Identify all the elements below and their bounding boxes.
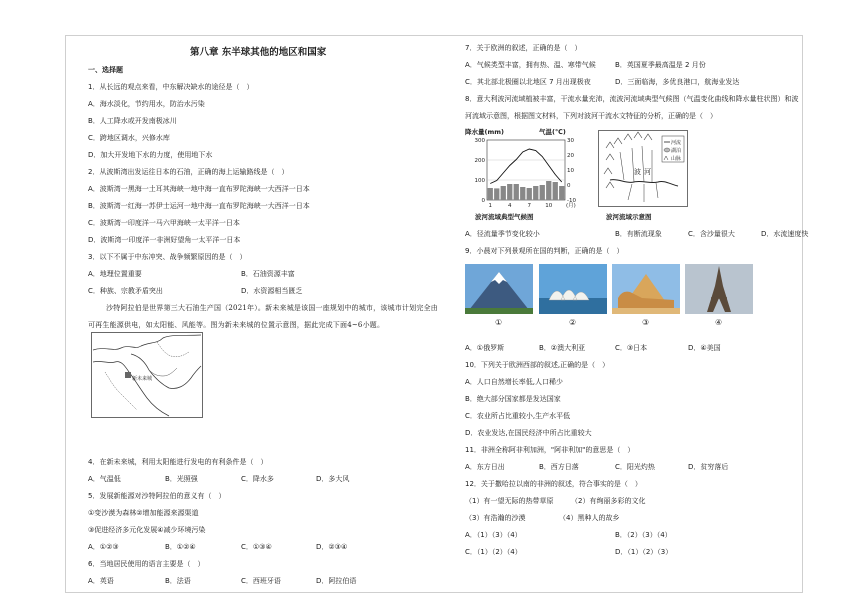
river-map-caption: 波河流域示意图 [606, 213, 652, 221]
q5-statement-2: ③促进经济多元化发展④减少环境污染 [88, 526, 206, 534]
q9-option-b[interactable]: B．②澳大利亚 [539, 344, 586, 352]
q12-option-d[interactable]: D．（1）（2）（3） [615, 548, 673, 556]
river-basin-map [598, 130, 688, 222]
q12-option-b[interactable]: B．（2）（3）（4） [615, 531, 672, 539]
photo-4-eiffel-tower [685, 264, 753, 328]
precip-bar [494, 188, 499, 200]
q12-statement-3: （3）有浩瀚的沙漠 [465, 514, 526, 522]
q4-option-b[interactable]: B．光照强 [165, 475, 198, 483]
right-tick-label: -10 [567, 198, 576, 204]
precip-bar [501, 186, 506, 200]
precip-bar [540, 185, 545, 200]
q1-option-c[interactable]: C．跨地区调水，兴修水库 [88, 134, 170, 142]
q4-stem: 4．在新未来城，利用太阳能进行发电的有利条件是（ ） [88, 458, 268, 466]
q9-option-d[interactable]: D．④美国 [688, 344, 721, 352]
q8-option-a[interactable]: A．径流量季节变化较小 [465, 230, 540, 238]
q7-option-b[interactable]: B．英国夏季最高温是 2 月份 [615, 61, 706, 69]
section-heading: 一、选择题 [88, 66, 123, 74]
left-tick-label: 100 [474, 178, 485, 184]
river-label-1: 波 [634, 168, 641, 176]
q2-option-a[interactable]: A．波斯湾一黑海一土耳其海峡一地中海一直布罗陀海峡一大西洋一日本 [88, 185, 310, 193]
chart-ylabel-right: 气温(℃) [539, 128, 566, 136]
x-tick-label: (月) [566, 203, 576, 209]
q6-option-d[interactable]: D．阿拉伯语 [316, 577, 357, 585]
q8-option-b[interactable]: B．有断流现象 [615, 230, 662, 238]
q11-option-c[interactable]: C．阳光灼热 [615, 463, 655, 471]
q11-option-a[interactable]: A．东方日出 [465, 463, 505, 471]
q1-option-d[interactable]: D．加大开发地下水的力度，使用地下水 [88, 151, 213, 159]
q12-statement-2: （2）有绚丽多彩的文化 [571, 497, 646, 505]
q9-option-a[interactable]: A．①俄罗斯 [465, 344, 505, 352]
q9-option-c[interactable]: C．③日本 [615, 344, 648, 352]
left-tick-label: 200 [474, 158, 485, 164]
precip-bar [520, 187, 525, 200]
q3-option-a[interactable]: A．地理位置重要 [88, 270, 142, 278]
chart-ylabel-left: 降水量(mm) [465, 128, 504, 136]
q11-option-d[interactable]: D．贫穷落后 [688, 463, 729, 471]
photo-1-label: ① [495, 318, 503, 327]
q3-stem: 3．以下不属于中东冲突、战争频繁原因的是（ ） [88, 253, 247, 261]
q4-option-a[interactable]: A．气温低 [88, 475, 121, 483]
q11-stem: 11．非洲全称阿非利加洲，"阿非利加"的意思是（ ） [465, 446, 635, 454]
q8-stem-line-2: 河流域示意图，根据图文材料，下列对波河干流水文特征的分析，正确的是（ ） [465, 112, 717, 120]
q6-option-a[interactable]: A．英语 [88, 577, 114, 585]
page-title: 第八章 东半球其他的地区和国家 [190, 47, 327, 58]
chart-caption: 波河流域典型气候图 [475, 213, 534, 221]
q2-option-b[interactable]: B．波斯湾一红海一苏伊士运河一地中海一直布罗陀海峡一大西洋一日本 [88, 202, 310, 210]
left-tick-label: 300 [474, 138, 485, 144]
q3-option-c[interactable]: C．种族、宗教矛盾突出 [88, 287, 163, 295]
precip-bar [507, 184, 512, 200]
climate-chart [463, 126, 591, 222]
x-tick-label: 10 [545, 203, 553, 209]
q8-option-d[interactable]: D．水流速度快 [761, 230, 809, 238]
q4-option-d[interactable]: D．多大风 [316, 475, 350, 483]
q1-option-b[interactable]: B．人工降水或开发南极冰川 [88, 117, 177, 125]
q6-option-c[interactable]: C．西班牙语 [241, 577, 281, 585]
q11-option-b[interactable]: B．西方日落 [539, 463, 579, 471]
river-label-2: 河 [644, 168, 651, 176]
precip-bar [514, 184, 519, 200]
map-city-label: 新未来城 [132, 376, 153, 382]
precip-bar [559, 186, 564, 200]
q12-statement-4: （4）黑种人的故乡 [559, 514, 620, 522]
photo-1-mount-fuji [465, 264, 533, 328]
q10-stem: 10．下列关于欧洲西部的叙述,正确的是（ ） [465, 361, 610, 369]
q2-stem: 2．从波斯湾出发运往日本的石油，正确的海上运输路线是（ ） [88, 168, 289, 176]
legend-mountain-label: 山脉 [671, 156, 682, 162]
legend-lake-label: 湖泊 [671, 148, 682, 154]
q6-stem: 6．当地居民使用的语言主要是（ ） [88, 560, 205, 568]
x-tick-label: 1 [488, 203, 492, 209]
temperature-curve [490, 149, 562, 184]
q8-stem-line-1: 8．意大利波河流域植被丰富，干流水量充沛，流波河流域典型气候图（气温变化曲线和降水量柱状图）和波 [465, 95, 799, 103]
photo-3-sphinx [612, 264, 680, 328]
precip-bar [488, 188, 493, 200]
left-tick-label: 0 [481, 198, 485, 204]
q12-statement-1: （1）有一望无际的热带草原 [465, 497, 554, 505]
legend-river-label: 河流 [671, 140, 682, 146]
q2-option-d[interactable]: D．波斯湾一印度洋一非洲好望角一太平洋一日本 [88, 236, 241, 244]
q10-option-b[interactable]: B．绝大部分国家都是发达国家 [465, 395, 561, 403]
precip-bar [527, 188, 532, 200]
q10-option-a[interactable]: A．人口自然增长率低,人口稀少 [465, 378, 564, 386]
photo-2-label: ② [569, 318, 577, 327]
q7-option-d[interactable]: D．三面临海，多优良港口，航海业发达 [615, 78, 740, 86]
precip-bar [553, 182, 558, 200]
q7-stem: 7．关于欧洲的叙述，正确的是（ ） [465, 44, 582, 52]
right-tick-label: 0 [567, 183, 571, 189]
q5-option-d[interactable]: D．②③④ [316, 543, 348, 551]
photo-4-label: ④ [715, 318, 723, 327]
passage-line-2: 可再生能源供电，如太阳能、风能等。图为新未来城的位置示意图，据此完成下面4~6小题。 [88, 321, 385, 329]
q5-statement-1: ①变沙漠为森林②增加能源来源渠道 [88, 509, 199, 517]
q12-option-a[interactable]: A．（1）（3）（4） [465, 531, 522, 539]
right-tick-label: 10 [567, 168, 574, 174]
x-tick-label: 7 [527, 203, 531, 209]
q1-option-a[interactable]: A．海水淡化，节约用水，防治水污染 [88, 100, 205, 108]
q5-option-b[interactable]: B．①②④ [165, 543, 196, 551]
q6-option-b[interactable]: B．法语 [165, 577, 191, 585]
q10-option-c[interactable]: C．农业所占比重较小,生产水平低 [465, 412, 571, 420]
location-map [91, 332, 203, 418]
right-tick-label: 30 [567, 138, 574, 144]
q4-option-c[interactable]: C．降水多 [241, 475, 274, 483]
precip-bar [546, 181, 551, 200]
q12-stem: 12．关于撒哈拉以南的非洲的叙述，符合事实的是（ ） [465, 480, 642, 488]
q2-option-c[interactable]: C．波斯湾一印度洋一马六甲海峡一太平洋一日本 [88, 219, 240, 227]
q12-option-c[interactable]: C．（1）（2）（4） [465, 548, 522, 556]
q7-option-a[interactable]: A．气候类型丰富，拥有热、温、寒带气候 [465, 61, 596, 69]
passage-line-1: 沙特阿拉伯是世界第三大石油生产国（2021年）。新未来城是该国一座规划中的城市，该城市计划完全由 [106, 304, 438, 312]
q3-option-b[interactable]: B．石油资源丰富 [241, 270, 295, 278]
q5-option-c[interactable]: C．①③④ [241, 543, 272, 551]
q3-option-d[interactable]: D．水资源相当匮乏 [241, 287, 303, 295]
q1-stem: 1．从长远的观点来看，中东解决缺水的途径是（ ） [88, 83, 254, 91]
x-tick-label: 4 [508, 203, 512, 209]
photo-2-sydney-opera-house [539, 264, 607, 328]
q5-stem: 5．发展新能源对沙特阿拉伯的意义有（ ） [88, 492, 226, 500]
q8-option-c[interactable]: C．含沙量很大 [688, 230, 735, 238]
q10-option-d[interactable]: D．农业发达,在国民经济中所占比重较大 [465, 429, 592, 437]
q7-option-c[interactable]: C．其北部北极圈以北地区 7 月出现极夜 [465, 78, 591, 86]
right-tick-label: 20 [567, 153, 574, 159]
q9-stem: 9．小晨对下列景观所在国的判断，正确的是（ ） [465, 247, 624, 255]
precip-bar [533, 186, 538, 200]
photo-3-label: ③ [642, 318, 650, 327]
q5-option-a[interactable]: A．①②③ [88, 543, 119, 551]
